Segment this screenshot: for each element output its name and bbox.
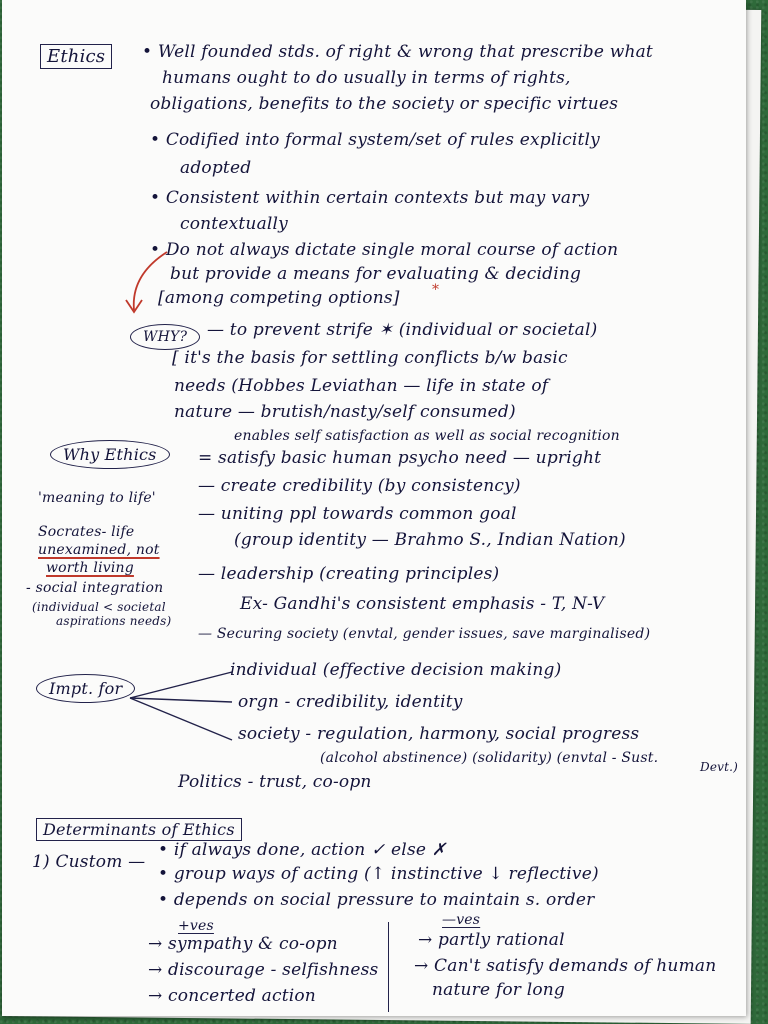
column-divider xyxy=(388,922,389,1012)
determinants-heading: Determinants of Ethics xyxy=(36,818,242,841)
ethics-heading: Ethics xyxy=(40,44,112,69)
cons-item: nature for long xyxy=(432,980,566,1000)
why-ethics-line: Ex- Gandhi's consistent emphasis - T, N-V xyxy=(240,594,605,614)
impt-line: Devt.) xyxy=(700,760,739,774)
socrates-line: Socrates- life xyxy=(38,524,135,540)
why-line: nature — brutish/nasty/self consumed) xyxy=(174,402,516,422)
branch-lines xyxy=(122,660,242,770)
def-line: but provide a means for evaluating & deciding xyxy=(170,264,582,284)
def-line: obligations, benefits to the society or specific virtues xyxy=(150,94,619,114)
pros-heading: +ves xyxy=(178,918,214,934)
def-line: [among competing options] xyxy=(158,288,400,308)
why-ethics-line: = satisfy basic human psycho need — upright xyxy=(198,448,602,468)
custom-line: • group ways of acting (↑ instinctive ↓ reflective) xyxy=(158,864,599,884)
cons-heading: —ves xyxy=(442,912,481,928)
impt-line: Politics - trust, co-opn xyxy=(178,772,372,792)
why-ethics-line: — leadership (creating principles) xyxy=(198,564,500,584)
why-ethics-line: enables self satisfaction as well as social recognition xyxy=(234,428,620,444)
pros-item: → sympathy & co-opn xyxy=(148,934,338,954)
social-integration: - social integration xyxy=(26,580,164,596)
impt-line: society - regulation, harmony, social progress xyxy=(238,724,640,744)
impt-line: (alcohol abstinence) (solidarity) (envtal - Sust. xyxy=(320,750,659,766)
why-ethics-line: — create credibility (by consistency) xyxy=(198,476,521,496)
impt-label: Impt. for xyxy=(36,674,135,703)
def-line: humans ought to do usually in terms of rights, xyxy=(162,68,571,88)
custom-label: 1) Custom — xyxy=(32,852,146,872)
meaning-to-life: 'meaning to life' xyxy=(38,490,156,506)
impt-line: orgn - credibility, identity xyxy=(238,692,463,712)
impt-line: individual (effective decision making) xyxy=(230,660,562,680)
red-arrow-icon xyxy=(112,248,172,318)
custom-line: • depends on social pressure to maintain s. order xyxy=(158,890,595,910)
def-line: contextually xyxy=(180,214,288,234)
def-line: adopted xyxy=(180,158,252,178)
asterisk-mark: * xyxy=(432,282,440,298)
why-ethics-label: Why Ethics xyxy=(50,440,170,469)
why-line: [ it's the basis for settling conflicts b/w basic xyxy=(172,348,568,368)
pros-item: → concerted action xyxy=(148,986,316,1006)
why-ethics-line: — uniting ppl towards common goal xyxy=(198,504,517,524)
cons-item: → Can't satisfy demands of human xyxy=(414,956,717,976)
def-line: • Consistent within certain contexts but may vary xyxy=(150,188,590,208)
why-ethics-line: (group identity — Brahmo S., Indian Nation) xyxy=(234,530,626,550)
def-line: • Codified into formal system/set of rules explicitly xyxy=(150,130,600,150)
socrates-line: worth living xyxy=(46,560,134,576)
custom-line: • if always done, action ✓ else ✗ xyxy=(158,840,447,860)
why-line: — to prevent strife ✶ (individual or societal) xyxy=(207,320,598,340)
socrates-line: unexamined, not xyxy=(38,542,160,558)
def-line: • Do not always dictate single moral course of action xyxy=(150,240,619,260)
why-line: needs (Hobbes Leviathan — life in state of xyxy=(174,376,549,396)
why-label: WHY? xyxy=(130,324,200,350)
def-line: • Well founded stds. of right & wrong that prescribe what xyxy=(142,42,653,62)
individual-societal: aspirations needs) xyxy=(56,614,172,628)
notes-page xyxy=(2,0,746,1016)
cons-item: → partly rational xyxy=(418,930,565,950)
individual-societal: (individual < societal xyxy=(32,600,166,614)
why-ethics-line: — Securing society (envtal, gender issues, save marginalised) xyxy=(198,626,651,642)
pros-item: → discourage - selfishness xyxy=(148,960,379,980)
